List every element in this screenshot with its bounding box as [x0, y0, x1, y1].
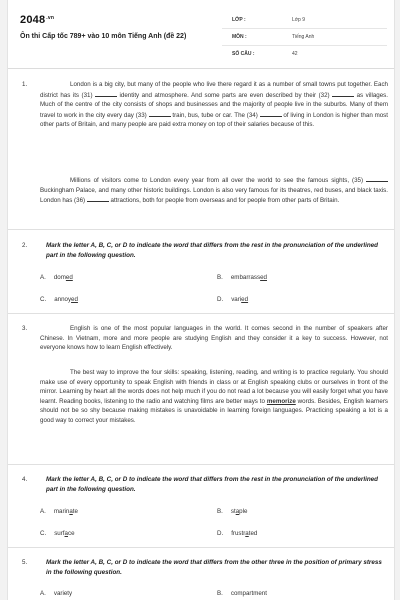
question-divider [8, 313, 394, 314]
option-letter: C. [40, 530, 47, 537]
option-letter: A. [40, 590, 46, 597]
site-logo[interactable] [20, 14, 54, 26]
answer-blank [149, 110, 171, 117]
answer-blank [332, 90, 354, 97]
question-instruction: Mark the letter A, B, C, or D to indicate the word that differs from the rest in the pronunciation of the underlined part in the following question. [46, 242, 379, 259]
meta-row-class [222, 12, 387, 29]
answer-option-c[interactable] [40, 530, 75, 537]
passage-text: words. Besides, English learners should not be so shy because making mistakes is unavoidable in learning foreign languages. Practicing speaking a lot is a good way to correct your mistakes. [40, 397, 388, 424]
underlined-part: ed [65, 274, 73, 281]
passage-text: of living in London is higher than most other parts of Britain, and many people are paid extra money on top of their salaries because of this. [40, 111, 388, 129]
answer-option-a[interactable] [40, 274, 73, 281]
passage-text: The best way to improve the four skills: speaking, listening, reading, and writing is to practice regularly. You should make use of every opportunity to speak English with friends in class or at English speaking clubs or ourselves in front of the mirror. Learning by heart all the words does not help much if you do not read a lot because you will easily forget what you have learnt. Reading books, listening to the radio and watching films are better ways to [40, 369, 388, 405]
option-letter: D. [217, 296, 224, 303]
passage-text: as villages. Much of the centre of the city consists of shops and businesses and the majority of people live in the suburbs. Many of them travel to work in the city every day (33) [40, 91, 388, 119]
answer-blank [87, 195, 109, 202]
question-number: 3. [22, 325, 28, 332]
option-letter: A. [40, 274, 46, 281]
meta-key: MÔN : [232, 34, 247, 40]
question-instruction: Mark the letter A, B, C, or D to indicate the word that differs from the rest in the pronunciation of the underlined part in the following question. [46, 476, 379, 493]
underlined-part: a [64, 530, 68, 537]
answer-option-d[interactable] [217, 530, 257, 537]
underlined-part: a [245, 530, 249, 537]
question-divider [8, 229, 394, 230]
question-number: 5. [22, 559, 28, 566]
question-instruction: Mark the letter A, B, C, or D to indicate the word that differs from the other three in the position of primary stress in the following question. [46, 559, 382, 576]
exam-page [7, 0, 395, 600]
answer-option-d[interactable] [217, 296, 248, 303]
question-number: 4. [22, 476, 28, 483]
option-text: surf [54, 530, 65, 537]
option-text: dom [53, 274, 66, 281]
answer-option-b[interactable] [217, 508, 247, 515]
question-number: 1. [22, 81, 28, 88]
option-text: st [230, 508, 236, 515]
underlined-part: ed [71, 296, 78, 303]
option-text: embarrass [230, 274, 261, 281]
answer-option-b[interactable] [217, 274, 267, 281]
option-text: annoy [54, 296, 72, 303]
meta-value: Tiếng Anh [292, 34, 315, 40]
logo-suffix: .vn [46, 14, 55, 21]
passage-text: London is a big city, but many of the people who live there regard it as a number of small towns put together. Each district has its (31) [40, 81, 388, 99]
option-letter: B. [217, 274, 223, 281]
passage-text: attractions, both for people from overseas and for people from other parts of Britain. [108, 197, 340, 205]
option-letter: A. [40, 508, 46, 515]
passage-paragraph: English is one of the most popular languages in the world. It comes second in the number of speakers after Chinese. In Vietnam, more and more people are studying English and they consider it a key to success. However, not everyone knows how to learn English effectively. [40, 325, 388, 352]
passage-paragraph [40, 368, 388, 426]
option-text: ple [239, 508, 248, 515]
question-divider [8, 464, 394, 465]
meta-value: 42 [292, 51, 298, 57]
underlined-part: ed [260, 274, 267, 281]
highlighted-word: memorize [266, 397, 296, 405]
answer-blank [260, 110, 282, 117]
option-letter: C. [40, 296, 47, 303]
meta-value: Lớp 9 [292, 17, 306, 23]
option-text: marin [53, 508, 70, 515]
answer-option-b[interactable] [217, 590, 267, 597]
exam-meta [222, 12, 387, 62]
option-text: ce [67, 530, 75, 537]
option-letter: B. [217, 590, 223, 597]
meta-row-subject [222, 29, 387, 46]
answer-blank [95, 90, 117, 97]
question-divider [8, 547, 394, 548]
meta-row-count [222, 46, 387, 62]
answer-option-a[interactable] [40, 590, 72, 597]
passage-paragraph [40, 175, 388, 206]
question-number: 2. [22, 242, 28, 249]
passage-text: Buckingham Palace, and many other historic buildings. London is also very famous for its theatres, red buses, and black taxis. London has (36) [40, 186, 388, 205]
option-text: compartment [230, 590, 267, 597]
answer-blank [366, 175, 388, 182]
passage-paragraph [40, 80, 388, 130]
answer-option-a[interactable] [40, 508, 78, 515]
option-letter: D. [217, 530, 224, 537]
option-text: vari [231, 296, 242, 303]
underlined-part: ed [241, 296, 249, 303]
logo-text: 2048 [20, 14, 46, 26]
option-text: variety [53, 590, 73, 597]
answer-option-c[interactable] [40, 296, 78, 303]
option-text: ted [248, 530, 258, 537]
passage-text: train, bus, tube or car. The (34) [170, 111, 258, 119]
option-text: te [72, 508, 78, 515]
underlined-part: a [69, 508, 73, 515]
option-letter: B. [217, 508, 223, 515]
passage-text: Millions of visitors come to London every year from all over the world to see the famous sights, (35) [70, 177, 364, 184]
exam-title: Ôn thi Cấp tốc 789+ vào 10 môn Tiếng Anh (đề 22) [20, 33, 187, 40]
passage-text: identity and atmosphere. And some parts are even described by their (32) [117, 91, 330, 99]
meta-key: SỐ CÂU : [232, 51, 255, 57]
underlined-part: a [235, 508, 240, 515]
meta-key: LỚP : [232, 17, 246, 23]
option-text: frustr [231, 530, 246, 537]
page-header [8, 0, 394, 69]
